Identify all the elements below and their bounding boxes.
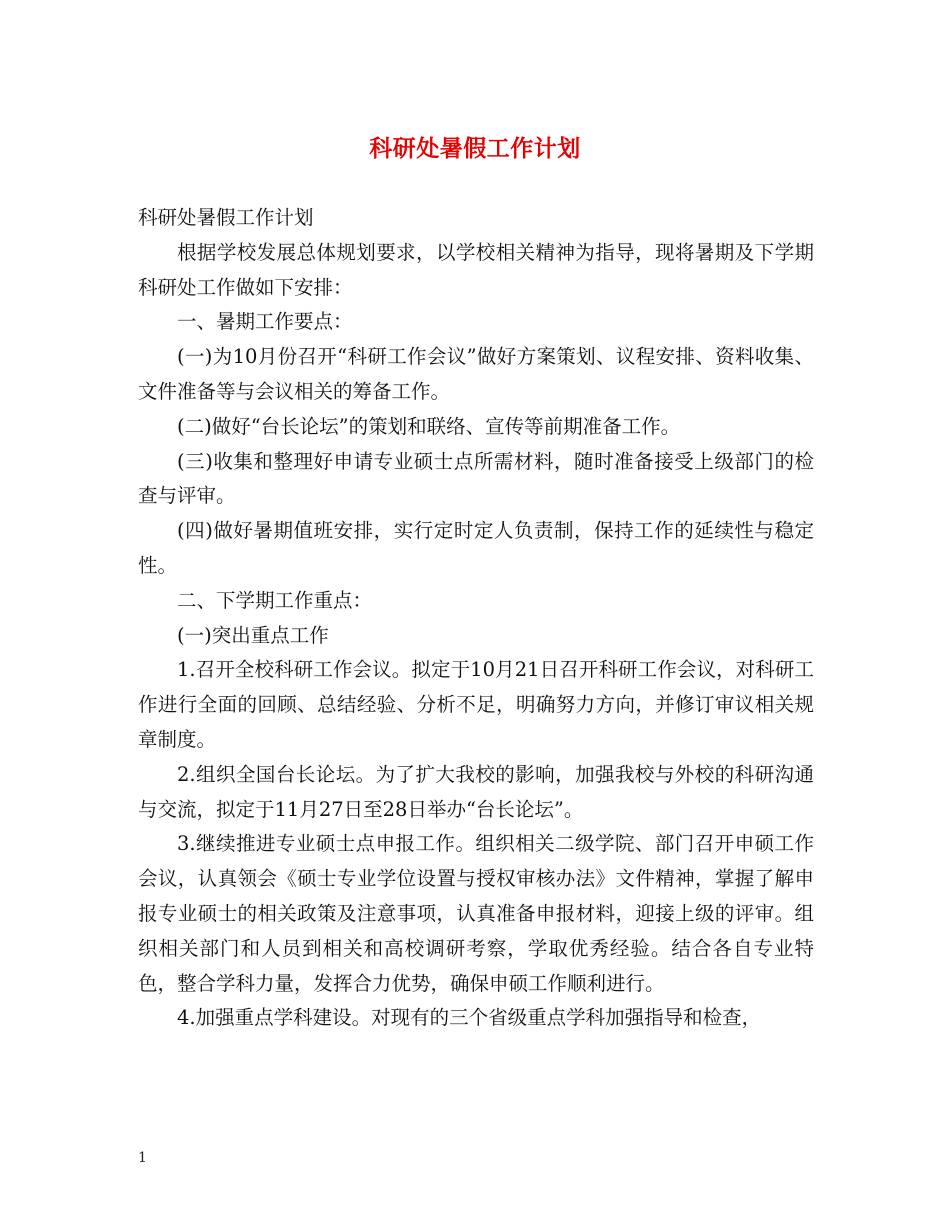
- paragraph: 4.加强重点学科建设。对现有的三个省级重点学科加强指导和检查，: [177, 1006, 762, 1030]
- paragraph: (一)为10月份召开“科研工作会议”做好方案策划、议程安排、资料收集、文件准备等与会议相关的筹备工作。: [138, 345, 814, 403]
- paragraph: 根据学校发展总体规划要求，以学校相关精神为指导，现将暑期及下学期科研处工作做如下安排：: [138, 240, 814, 299]
- paragraph: 科研处暑假工作计划: [138, 206, 314, 229]
- paragraph: (二)做好“台长论坛”的策划和联络、宣传等前期准备工作。: [177, 414, 681, 438]
- page-number: 1: [138, 1150, 147, 1166]
- paragraph: 3.继续推进专业硕士点申报工作。组织相关二级学院、部门召开申硕工作会议，认真领会《硕士专业学位设置与授权审核办法》文件精神，掌握了解申报专业硕士的相关政策及注意事项，认真准备申报材料，迎接上级的评审。组织相关部门和人员到相关和高校调研考察，学取优秀经验。结合各自专业特色，整合学科力量，发挥合力优势，确保申硕工作顺利进行。: [138, 832, 814, 995]
- paragraph: 2.组织全国台长论坛。为了扩大我校的影响，加强我校与外校的科研沟通与交流，拟定于11月27日至28日举办“台长论坛”。: [138, 762, 814, 821]
- document-body: [138, 201, 814, 1036]
- paragraph: (三)收集和整理好申请专业硕士点所需材料，随时准备接受上级部门的检查与评审。: [138, 449, 814, 508]
- document-title: 科研处暑假工作计划: [369, 135, 581, 162]
- paragraph: 一、暑期工作要点：: [177, 310, 353, 334]
- paragraph: (一)突出重点工作: [177, 623, 329, 647]
- paragraph: 1.召开全校科研工作会议。拟定于10月21日召开科研工作会议，对科研工作进行全面的回顾、总结经验、分析不足，明确努力方向，并修订审议相关规章制度。: [138, 658, 814, 751]
- paragraph: (四)做好暑期值班安排，实行定时定人负责制，保持工作的延续性与稳定性。: [138, 519, 814, 577]
- paragraph: 二、下学期工作重点：: [177, 588, 373, 612]
